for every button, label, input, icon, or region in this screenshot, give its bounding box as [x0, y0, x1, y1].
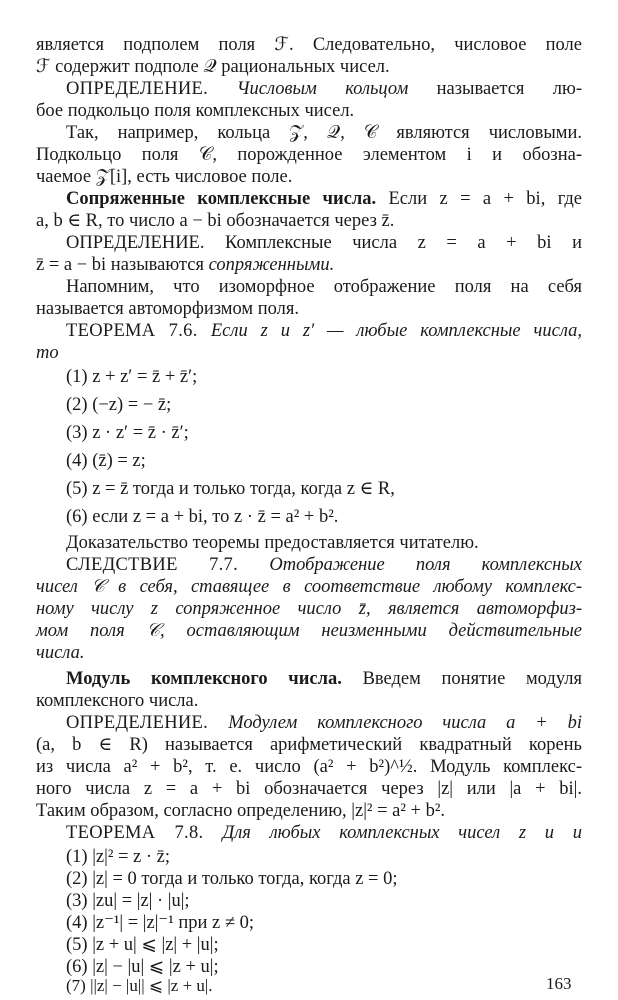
- theorem-7-6: [66, 320, 582, 342]
- theorem-label: ТЕОРЕМА 7.8.: [66, 823, 223, 843]
- theorem-7-8: [66, 822, 582, 844]
- theorem-item: (4) (z̄) = z;: [66, 451, 146, 471]
- theorem-item: (2) |z| = 0 тогда и только тогда, когда z = 0;: [66, 869, 398, 889]
- page-number: 163: [546, 974, 572, 993]
- text-line: a, b ∈ R, то число a − bi обозначается через z̄.: [36, 211, 395, 231]
- theorem-item: (3) |zu| = |z| · |u|;: [66, 891, 190, 911]
- theorem-item: (7) ||z| − |u|| ⩽ |z + u|.: [66, 976, 213, 995]
- text-line: числа.: [36, 643, 85, 663]
- text-line: Таким образом, согласно определению, |z|² = a² + b².: [36, 801, 446, 821]
- theorem-item: (3) z · z′ = z̄ · z̄′;: [66, 423, 189, 443]
- text-line: Напомним, что изоморфное отображение поля на себя: [66, 277, 582, 297]
- text-line: является подполем поля ℱ. Следовательно, числовое поле: [36, 35, 582, 55]
- text-line: ному числу z сопряженное число z̄, является автоморфиз-: [36, 599, 582, 619]
- corollary-label: СЛЕДСТВИЕ 7.7.: [66, 555, 270, 575]
- definition-label: ОПРЕДЕЛЕНИЕ.: [66, 713, 229, 733]
- text-line: ℱ содержит подполе 𝒬 рациональных чисел.: [36, 57, 390, 77]
- theorem-item: (5) |z + u| ⩽ |z| + |u|;: [66, 935, 219, 955]
- theorem-item: (6) |z| − |u| ⩽ |z + u|;: [66, 957, 219, 977]
- corollary-7-7: [66, 554, 582, 576]
- text-fragment: a + bi: [486, 713, 583, 733]
- text-line: Доказательство теоремы предоставляется читателю.: [66, 533, 479, 553]
- text-line: из числа a² + b², т. е. число (a² + b²)^½. Модуль комплекс-: [36, 757, 582, 777]
- theorem-label: ТЕОРЕМА 7.6.: [66, 321, 211, 341]
- defined-term: Числовым кольцом: [236, 79, 409, 99]
- definition-label: ОПРЕДЕЛЕНИЕ.: [66, 79, 237, 99]
- definition-conjugate: ОПРЕДЕЛЕНИЕ. Комплексные числа z = a + bi и: [66, 233, 582, 253]
- theorem-item: (2) (−z) = − z̄;: [66, 395, 172, 415]
- text-fragment: Если z = a + bi, где: [376, 189, 582, 209]
- section-conjugate: [66, 188, 582, 210]
- text-line: [36, 254, 582, 276]
- section-heading: Модуль комплексного числа.: [66, 669, 342, 689]
- theorem-item: (1) |z|² = z · z̄;: [66, 847, 171, 867]
- text-line: называется автоморфизмом поля.: [36, 299, 299, 319]
- text-line: бое подкольцо поля комплексных чисел.: [36, 101, 355, 121]
- definition-modulus: [66, 712, 582, 734]
- theorem-statement: Для любых комплексных чисел z и u: [222, 823, 582, 843]
- theorem-item: (4) |z⁻¹| = |z|⁻¹ при z ≠ 0;: [66, 913, 255, 933]
- corollary-statement: Отображение поля комплексных: [269, 555, 582, 575]
- text-fragment: называется лю-: [408, 79, 582, 99]
- text-line: чаемое 𝒵[i], есть числовое поле.: [36, 167, 293, 187]
- section-modulus: [66, 668, 582, 690]
- section-heading: Сопряженные комплексные числа.: [66, 189, 377, 209]
- text-line: то: [36, 343, 59, 363]
- text-line: комплексного числа.: [36, 691, 199, 711]
- text-line: Подкольцо поля 𝒞, порожденное элементом i и обозна-: [36, 145, 582, 165]
- text-line: (a, b ∈ R) называется арифметический квадратный корень: [36, 735, 582, 755]
- text-line: чисел 𝒞 в себя, ставящее в соответствие любому комплекс-: [36, 577, 582, 597]
- text-fragment: Введем понятие модуля: [341, 669, 582, 689]
- defined-term: Модулем комплексного числа: [228, 713, 487, 733]
- theorem-item: (5) z = z̄ тогда и только тогда, когда z ∈ R,: [66, 479, 395, 499]
- definition-numeric-ring: [66, 78, 582, 100]
- theorem-statement: Если z и z′ — любые комплексные числа,: [210, 321, 582, 341]
- theorem-item: (1) z + z′ = z̄ + z̄′;: [66, 367, 198, 387]
- text-line: мом поля 𝒞, оставляющим неизменными действительные: [36, 621, 582, 641]
- text-fragment: z̄ = a − bi называются: [36, 255, 209, 275]
- text-line: Так, например, кольца 𝒵, 𝒬, 𝒞 являются числовыми.: [66, 123, 582, 143]
- theorem-item: (6) если z = a + bi, то z · z̄ = a² + b².: [66, 507, 339, 527]
- defined-term: сопряженными.: [208, 255, 335, 275]
- text-line: ного числа z = a + bi обозначается через |z| или |a + bi|.: [36, 779, 582, 799]
